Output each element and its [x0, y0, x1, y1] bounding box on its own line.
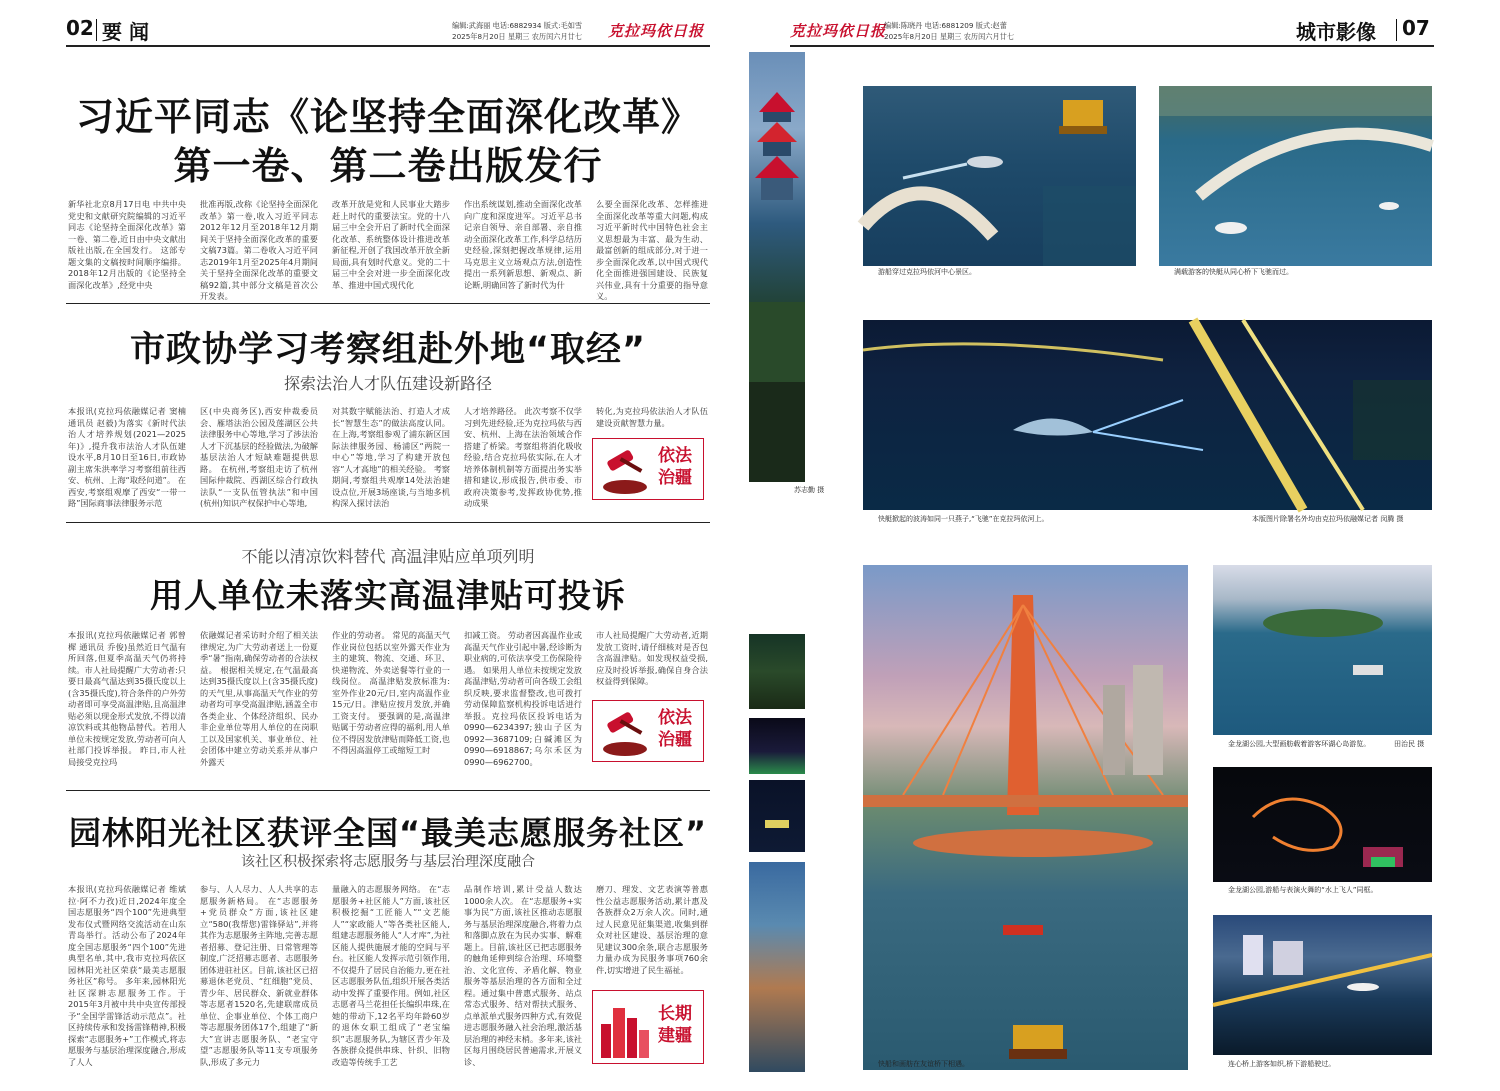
tower-photo	[749, 52, 805, 482]
article4-col5: 磨刀、理发、文艺表演等普惠性公益志愿服务活动,累计惠及各族群众2万余人次。同时,通过人民意见征集渠道,收集到群众对社区建设、基层治理的意见建议300余条,联合志愿服务力量办成为民服务事项760余件,切实增进了民生福祉。	[596, 884, 708, 975]
article1-headline-2: 第一卷、第二卷出版发行	[173, 144, 603, 188]
article3-col1: 本报讯(克拉玛依融媒记者 郭曾樨 通讯员 乔俊)虽然近日气温有所回落,但夏季高温天气仍将持续。市人社局提醒广大劳动者:只要日最高气温达到35摄氏度以上(含35摄氏度),符合条件的户外劳动者即可享受高温津贴,且高温津贴必须以现金形式发放,不得以清凉饮料或其他物品替代。若用人单位未按规定发放,劳动者可向人社部门投诉举报。 昨日,市人社局接受克拉玛	[68, 630, 186, 767]
article4-badge-label: 长期建疆	[658, 1004, 692, 1046]
article2-col3: 对其数字赋能法治、打造人才成长“智慧生态”的做法高度认同。 在上海,考察组参观了浦东新区国际法律服务园、杨浦区“两院一中心”等地,学习了构建开放包容“人才高地”的相关经验。 考察期间,考察组共观摩14处法治建设点位,开展3场座谈,与当地多机构深入探讨法治	[332, 406, 450, 508]
right-editors: 编辑:陈晓丹 电话:6881209 版式:赵蕾	[884, 21, 1007, 30]
caption-photo7: 金龙湖公园,游船与表演火舞的“水上飞人”同框。	[1228, 886, 1378, 894]
article4-col4: 品制作培训,累计受益人数达1000余人次。 在“志愿服务+实事为民”方面,该社区推动志愿服务与基层治理深度融合,将着力点和落脚点放在为民办实事、解难题上。目前,该社区已把志愿服务的触角延伸到综合治理、环境整治、文化宣传、矛盾化解、物业服务等基层治理的各方面和全过程。通过集中普惠式服务、站点常态式服务、结对帮扶式服务、点单派单式服务四种方式,有效促进志愿服务融入社会治理,激活基层治理的神经末梢。多年来,该社区每月围绕居民普遍需求,开展义诊、	[464, 884, 582, 1067]
article1-col2: 批准再版,改称《论坚持全面深化改革》第一卷,收入习近平同志2012年12月至2018年12月期间关于坚持全面深化改革的重要文稿73篇。第二卷收入习近平同志2019年1月至2025年4月期间关于坚持全面深化改革的重要文稿92篇,其中部分文稿是首次公开发表。	[200, 199, 318, 301]
left-page-number: 02	[66, 16, 94, 40]
right-masthead-logo: 克拉玛依日报	[790, 22, 887, 40]
article1-col1: 新华社北京8月17日电 中共中央党史和文献研究院编辑的习近平同志《论坚持全面深化改革》第一卷、第二卷,近日由中央文献出版社出版,在全国发行。 这部专题文集的文稿按时间顺序编排。2018年12月出版的《论坚持全面深化改革》,经党中央	[68, 199, 186, 290]
gavel-icon	[597, 441, 653, 497]
strip-photo-night-2	[749, 718, 805, 774]
photo-jinlong-lake-island	[1213, 565, 1432, 735]
photo-arch-bridge-boat	[863, 86, 1136, 266]
caption-photo1: 游船穿过克拉玛依河中心景区。	[878, 268, 976, 276]
article2-subhead: 探索法治人才队伍建设新路径	[283, 374, 492, 393]
caption-photo6-credit: 田治民 摄	[1394, 740, 1425, 748]
left-masthead-logo: 克拉玛依日报	[608, 22, 705, 40]
strip-photo-night-1	[749, 634, 805, 709]
photo-night-river-swallow	[863, 320, 1432, 510]
article4-headline: 园林阳光社区获评全国“最美志愿服务社区”	[68, 814, 708, 852]
left-date-line: 2025年8月20日 星期三 农历闰六月廿七	[452, 32, 583, 41]
caption-photo6: 金龙湖公园,大型画舫载着游客环湖心岛游览。	[1228, 740, 1371, 748]
left-section-name: 要 闻	[102, 20, 149, 44]
article3-kicker: 不能以清凉饮料替代 高温津贴应单项列明	[241, 547, 535, 566]
article3-col5: 市人社局提醒广大劳动者,近期发放工资时,请仔细核对是否包含高温津贴。如发现权益受损,应及时投诉举报,确保自身合法权益得到保障。	[596, 630, 708, 686]
caption-photo8: 快船和画舫在友谊桥下相遇。	[878, 1060, 969, 1068]
article4-col2: 参与、人人尽力、人人共享的志愿服务新格局。 在“志愿服务+党员群众”方面,该社区建立“580(我帮您)雷锋驿站”,并将其作为志愿服务主阵地,完善志愿者招募、登记注册、日常管理等制度,广泛招募志愿者、志愿服务团体进驻社区。目前,该社区已招募退休老党员、“红细胞”党员、青少年、居民群众、新就业群体等志愿者1520名,先建联席成员单位、企事业单位、个体工商户等志愿服务团体17个,组建了“新大”宣讲志愿服务队、“老宝守望”志愿服务队等11支专项服务队,形成了多元力	[200, 884, 318, 1067]
article4-badge	[592, 990, 704, 1064]
photo-cable-bridge-sunset	[863, 565, 1188, 1070]
strip-photo-night-3	[749, 780, 805, 852]
article4-col3: 量融入的志愿服务网络。 在“志愿服务+社区能人”方面,该社区积极挖掘“工匠能人”“文艺能人”“家政能人”等各类社区能人,组建志愿服务能人“人才库”,为社区能人提供施展才能的空间与平台。社区能人发挥示范引领作用,不仅提升了居民自治能力,更在社区志愿服务队伍,组织开展各类活动中发挥了重要作用。例如,社区志愿者马兰花担任长编织串珠,在她的带动下,12名平均年龄60岁的退休女职工组成了“老宝编织”志愿服务队,为辖区青少年及各族群众提供串珠、针织、旧物改造等传统手工艺	[332, 884, 450, 1067]
article3-badge-label: 依法治疆	[658, 708, 692, 750]
article2-col4: 人才培养路径。 此次考察不仅学习到先进经验,还为克拉玛依与西安、杭州、上海在法治领域合作搭建了桥梁。考察组将消化吸收经验,结合克拉玛依实际,在人才培养体制机制等方面提出务实举措和建议,形成报告,供市委、市政府决策参考,发挥政协优势,推动成果	[464, 406, 582, 508]
article1-headline-1: 习近平同志《论坚持全面深化改革》	[75, 95, 700, 139]
article2-badge	[592, 438, 704, 500]
strip-photo-bridge	[749, 862, 805, 1072]
right-date-line: 2025年8月20日 星期三 农历闰六月廿七	[884, 32, 1015, 41]
photo-lianxin-bridge-crowd	[1213, 915, 1432, 1055]
article4-col1: 本报讯(克拉玛依融媒记者 维斌拉·阿不力孜)近日,2024年度全国志愿服务“四个100”先进典型发布仪式暨网络交流活动在山东青岛举行。活动公布了2024年度全国志愿服务“四个100”先进典型名单,其中,我市克拉玛依区园林阳光社区荣获“最美志愿服务社区”称号。 多年来,园林阳光社区深耕志愿服务工作。于2015年3月被中共中央宣传部授予“全国学雷锋活动示范点”。社区持续传承和发扬雷锋精神,积极探索“志愿服务+”工作模式,将志愿服务与基层治理深度融合,形成了人人	[68, 884, 186, 1067]
caption-photo3-credit: 本版图片除署名外均由克拉玛依融媒记者 闵腾 摄	[1252, 515, 1404, 523]
left-editors: 编辑:武海丽 电话:6882934 版式:毛如雪	[452, 21, 583, 30]
article3-headline: 用人单位未落实高温津贴可投诉	[150, 576, 626, 615]
photo-fire-dance-boat	[1213, 767, 1432, 882]
article2-headline: 市政协学习考察组赴外地“取经”	[129, 330, 646, 370]
article1-col4: 作出系统谋划,推动全面深化改革向广度和深度进军。习近平总书记亲自领导、亲自部署、亲自推动全面深化改革工作,科学总结历史经验,深刻把握改革规律,运用马克思主义立场观点方法,创造性提出一系列新思想、新观点、新论断,明确回答了新时代为什	[464, 199, 582, 290]
tower-credit: 苏志勤 摄	[794, 486, 825, 494]
article2-col5: 转化,为克拉玛依法治人才队伍建设贡献智慧力量。	[596, 406, 708, 428]
article4-subhead: 该社区积极探索将志愿服务与基层治理深度融合	[241, 854, 535, 870]
article3-col2: 依融媒记者采访时介绍了相关法律规定,为广大劳动者送上一份夏季“暑”指南,确保劳动者的合法权益。 根据相关规定,在气温最高达到35摄氏度以上(含35摄氏度)的天气里,从事高温天气作业的劳动者均可享受高温津贴,涵盖全市各类企业、个体经济组织、民办非企业单位等用人单位的在岗职工以及国家机关、事业单位、社会团体中建立劳动关系并从事户外露天	[200, 630, 318, 767]
right-page-number: 07	[1402, 16, 1430, 40]
city-buildings-icon	[597, 994, 653, 1060]
caption-photo3: 快艇掀起的波涛如同一只燕子,“飞驰”在克拉玛依河上。	[878, 515, 1049, 523]
article3-col4: 扣减工资。 劳动者因高温作业或高温天气作业引起中暑,经诊断为职业病的,可依法享受工伤保险待遇。 如果用人单位未按规定发放高温津贴,劳动者可向各级工会组织反映,要求监督整改,也可拨打劳动保障监察机构投诉电话进行举报。克拉玛依区投诉电话为0990—6234397;独山子区为0992—3687109;白碱滩区为0990—6918867;乌尔禾区为0990—6962700。	[464, 630, 582, 767]
article3-col3: 作业的劳动者。 常见的高温天气作业岗位包括以室外露天作业为主的建筑、物流、交通、环卫、快递物流、外卖送餐等行业的一线岗位。 高温津贴发放标准为:室外作业20元/日,室内高温作业15元/日。津贴应按月发放,并确工资支付。 要强调的是,高温津贴属于劳动者应得的福利,用人单位不得因发放津贴而降低工资,也不得因高温停工或缩短工时	[332, 630, 450, 755]
right-section-name: 城市影像	[1296, 20, 1376, 44]
caption-photo9: 连心桥上游客如织,桥下游船驶过。	[1228, 1060, 1336, 1068]
article1-col5: 么要全面深化改革、怎样推进全面深化改革等重大问题,构成习近平新时代中国特色社会主义思想最为丰富、最为生动、最富创新的组成部分,对于进一步全面深化改革,以中国式现代化全面推进强国建设、民族复兴伟业,具有十分重要的指导意义。	[596, 199, 708, 301]
article3-badge	[592, 700, 704, 762]
article2-col1: 本报讯(克拉玛依融媒记者 窦楠 通讯员 赵毅)为落实《新时代法治人才培养规划(2021—2025年)》,提升我市法治人才队伍建设水平,8月10日至16日,市政协副主席朱洪率学习考察组前往西安、杭州、上海“取经问道”。 在西安,考察组观摩了西安“一带一路”国际商事法律服务示范	[68, 406, 186, 508]
gavel-icon	[597, 703, 653, 759]
article2-col2: 区(中央商务区),西安仲裁委员会、雁塔法治公园及莲湖区公共法律服务中心等地,学习了涉法治人才下沉基层的经验做法,为破解基层法治人才短缺难题提供思路。 在杭州,考察组走访了杭州国际仲裁院、西湖区综合行政执法队“一支队伍管执法”和中国(杭州)知识产权保护中心等地,	[200, 406, 318, 508]
article2-badge-label: 依法治疆	[658, 446, 692, 488]
photo-tongxin-bridge-speedboat	[1159, 86, 1432, 266]
caption-photo2: 满载游客的快艇从同心桥下飞驰而过。	[1174, 268, 1293, 276]
article1-col3: 改革开放是党和人民事业大踏步赶上时代的重要法宝。党的十八届三中全会开启了新时代全面深化改革、系统整体设计推进改革新征程,开创了我国改革开放全新局面,具有划时代意义。党的二十届三中全会对进一步全面深化改革、推进中国式现代化	[332, 199, 450, 290]
